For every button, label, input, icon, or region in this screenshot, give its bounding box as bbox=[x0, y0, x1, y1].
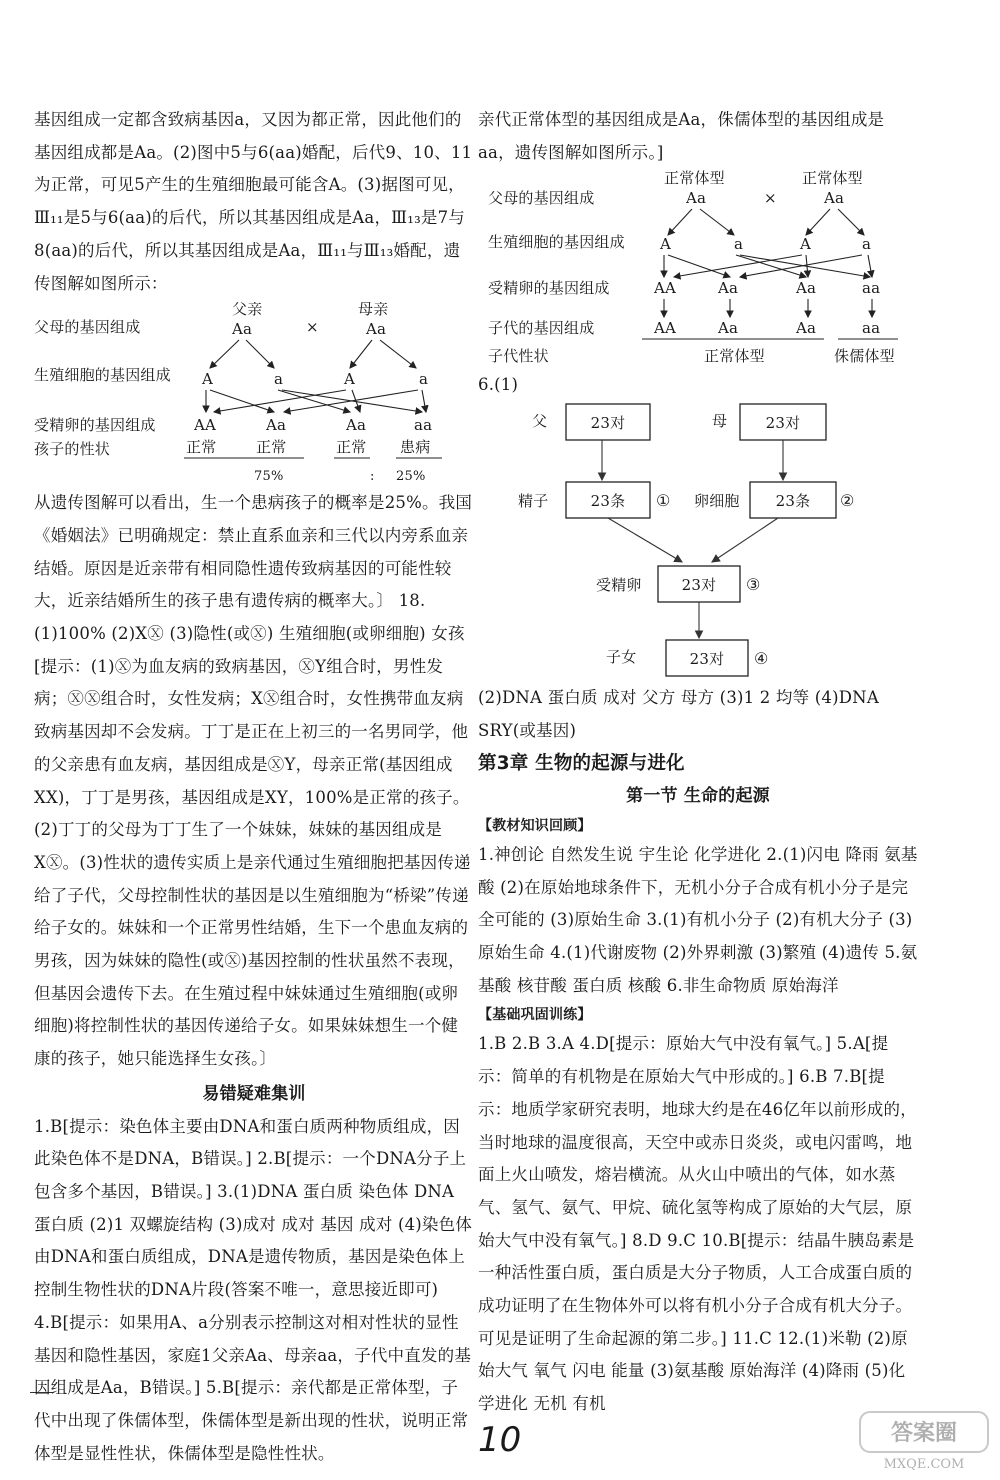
father-box-text: 23对 bbox=[590, 414, 626, 433]
type-label-1: 正常体型 bbox=[664, 169, 725, 188]
father-genotype: Aa bbox=[232, 320, 253, 339]
row-zygotes-label: 受精卵的基因组成 bbox=[488, 279, 610, 298]
gamete-3: A bbox=[344, 370, 356, 389]
child-box-text: 23对 bbox=[689, 650, 725, 669]
right-paragraph-4: 1.B 2.B 3.A 4.D[提示：原始大气中没有氧气。] 5.A[提示：简单的有机物是在原始大气中形成的。] 6.B 7.B[提示：地质学家研究表明，地球大约是在46亿年以前形成的，当时地球的温度很高，天空中或赤日炎炎，或电闪雷鸣，地面上火山喷发，熔岩横流。从火山中喷出的气体，如水蒸气、氢气、氨气、甲烷、硫化氢等构成了原始的大气层，原始大气中没有氧气。] 8.D 9.C 10.B[提示：结晶牛胰岛素是一种活性蛋白质，蛋白质是大分子物质，人工合成蛋白质的成功证明了在生物体外可以将有机小分子合成有机大分子。可见是证明了生命起源的第二步。] 11.C 12.(1)米勒 (2)原始大气 氧气 闪电 能量 (3)氨基酸 原始海洋 (4)降雨 (5)化学进化 无机 有机 bbox=[478, 1034, 917, 1414]
phenotype-normal: 正常体型 bbox=[704, 347, 765, 366]
zygote-3: Aa bbox=[796, 279, 817, 298]
phenotype-dwarf: 侏儒体型 bbox=[834, 347, 895, 366]
genetic-diagram-2 bbox=[478, 169, 918, 369]
gamete-3: A bbox=[800, 235, 812, 254]
gamete-2: a bbox=[734, 235, 744, 254]
zygote-2: Aa bbox=[718, 279, 739, 298]
offspring-1: AA bbox=[654, 319, 677, 338]
zygote-4: aa bbox=[862, 279, 881, 298]
gamete-4: a bbox=[419, 370, 429, 389]
left-column bbox=[34, 104, 474, 1470]
row-offspring-label: 子代的基因组成 bbox=[488, 319, 595, 338]
arrow-egg-zygote bbox=[712, 518, 778, 562]
diagram-2-arrows bbox=[664, 209, 872, 317]
mother-box-text: 23对 bbox=[765, 414, 801, 433]
mother-label: 母 bbox=[712, 412, 728, 431]
cross-symbol: × bbox=[306, 318, 319, 337]
row-parents-label: 父母的基因组成 bbox=[488, 189, 595, 208]
offspring-3: Aa bbox=[796, 319, 817, 338]
gamete-1: A bbox=[202, 370, 214, 389]
marker-1: ① bbox=[656, 491, 671, 511]
question-6-label: 6.(1) bbox=[478, 375, 519, 395]
zygote-box-text: 23对 bbox=[681, 576, 717, 595]
chapter-title: 第3章 生物的起源与进化 bbox=[478, 752, 685, 774]
gamete-2: a bbox=[274, 370, 284, 389]
watermark-logo bbox=[856, 1408, 992, 1474]
section-title-mistakes: 易错疑难集训 bbox=[202, 1083, 306, 1104]
row-gametes-label: 生殖细胞的基因组成 bbox=[488, 233, 625, 252]
gamete-1: A bbox=[660, 235, 672, 254]
phenotype-1: 正常 bbox=[186, 438, 217, 457]
zygote-1: AA bbox=[654, 279, 677, 298]
zygote-2: Aa bbox=[266, 416, 287, 435]
marker-4: ④ bbox=[754, 649, 769, 669]
page-number: 10 bbox=[478, 1420, 522, 1460]
phenotype-2: 正常 bbox=[256, 438, 287, 457]
section-title-origin: 第一节 生命的起源 bbox=[626, 786, 770, 807]
tag-basic-training: 【基础巩固训练】 bbox=[478, 1007, 592, 1024]
phenotype-3: 正常 bbox=[336, 438, 367, 457]
marker-3: ③ bbox=[746, 575, 761, 595]
type-label-2: 正常体型 bbox=[802, 169, 863, 188]
sperm-label: 精子 bbox=[518, 492, 549, 511]
genetic-diagram-1 bbox=[34, 302, 474, 487]
left-paragraph-2: 从遗传图解可以看出，生一个患病孩子的概率是25%。我国《婚姻法》已明确规定：禁止直系血亲和三代以内旁系血亲结婚。原因是近亲带有相同隐性遗传致病基因的可能性较大，近亲结婚所生的孩子患有遗传病的概率大。〕 18.(1)100% (2)XⓍ (3)隐性(或Ⓧ) 生殖细胞(或卵细胞) 女孩[提示：(1)Ⓧ为血友病的致病基因，ⓍY组合时，男性发病；ⓍⓍ组合时，女性发病；XⓍ组合时，女性携带血友病致病基因却不会发病。丁丁是正在上初三的一名男同学，他的父亲患有血友病，基因组成是ⓍY，母亲正常(基因组成XX)，丁丁是男孩，基因组成是XY，100%是正常的孩子。(2)丁丁的父母为丁丁生了一个妹妹，妹妹的基因组成是XⓍ。(3)性状的遗传实质上是亲代通过生殖细胞把基因传递给了子代，父母控制性状的基因是以生殖细胞为“桥梁”传递给子女的。妹妹和一个正常男性结婚，生下一个患血友病的男孩，因为妹妹的隐性(或Ⓧ)基因控制的性状虽然不表现，但基因会遗传下去。在生殖过程中妹妹通过生殖细胞(或卵细胞)将控制性状的基因传递给子女。如果妹妹想生一个健康的孩子，她只能选择生女孩。〕 bbox=[34, 493, 473, 1069]
offspring-2: Aa bbox=[718, 319, 739, 338]
zygote-3: Aa bbox=[346, 416, 367, 435]
right-paragraph-2: (2)DNA 蛋白质 成对 父方 母方 (3)1 2 均等 (4)DNA SRY(或基因) bbox=[478, 688, 879, 740]
father-label: 父亲 bbox=[232, 302, 263, 319]
ratio-disease: 25% bbox=[396, 469, 426, 485]
egg-box-text: 23条 bbox=[775, 492, 811, 511]
arrow-sperm-zygote bbox=[608, 518, 682, 562]
ratio-normal: 75% bbox=[254, 469, 284, 485]
zygote-4: aa bbox=[414, 416, 433, 435]
svg-text:答案圈: 答案圈 bbox=[890, 1420, 958, 1446]
right-column bbox=[478, 104, 918, 1421]
mother-label: 母亲 bbox=[358, 302, 389, 319]
sperm-box-text: 23条 bbox=[590, 492, 626, 511]
tag-knowledge-review: 【教材知识回顾】 bbox=[478, 817, 592, 834]
father-genotype: Aa bbox=[686, 189, 707, 208]
row-offspring-phenotype-label: 子代性状 bbox=[488, 347, 549, 366]
egg-label: 卵细胞 bbox=[694, 492, 740, 511]
row-zygotes-label: 受精卵的基因组成 bbox=[34, 416, 156, 435]
left-paragraph-1: 基因组成一定都含致病基因a，又因为都正常，因此他们的基因组成都是Aa。(2)图中5与6(aa)婚配，后代9、10、11为正常，可见5产生的生殖细胞最可能含A。(3)据图可见，Ⅲ₁₁是5与6(aa)的后代，所以其基因组成是Aa，Ⅲ₁₃是7与8(aa)的后代，所以其基因组成是Aa，Ⅲ₁₁与Ⅲ₁₃婚配，遗传图解如图所示： bbox=[34, 110, 473, 293]
right-paragraph-1: 亲代正常体型的基因组成是Aa，侏儒体型的基因组成是aa，遗传图解如图所示。] bbox=[478, 110, 885, 162]
diagram-1-arrows bbox=[206, 340, 429, 412]
phenotype-4: 患病 bbox=[400, 438, 431, 457]
right-paragraph-3: 1.神创论 自然发生说 宇生论 化学进化 2.(1)闪电 降雨 氨基酸 (2)在原始地球条件下，无机小分子合成有机小分子是完全可能的 (3)原始生命 3.(1)有机小分子 (2)有机大分子 (3)原始生命 4.(1)代谢废物 (2)外界刺激 (3)繁殖 (4)遗传 5.氨基酸 核苷酸 蛋白质 核酸 6.非生命物质 原始海洋 bbox=[478, 844, 918, 995]
child-label: 子女 bbox=[606, 648, 637, 667]
gamete-4: a bbox=[862, 235, 872, 254]
cross-symbol: × bbox=[764, 189, 777, 208]
row-parents-label: 父母的基因组成 bbox=[34, 318, 141, 337]
father-label: 父 bbox=[532, 412, 548, 431]
offspring-4: aa bbox=[862, 319, 881, 338]
mother-genotype: Aa bbox=[824, 189, 845, 208]
zygote-label: 受精卵 bbox=[596, 576, 642, 595]
marker-2: ② bbox=[840, 491, 855, 511]
row-phenotype-label: 孩子的性状 bbox=[34, 440, 111, 459]
mother-genotype: Aa bbox=[366, 320, 387, 339]
ratio-separator: : bbox=[370, 469, 375, 485]
row-gametes-label: 生殖细胞的基因组成 bbox=[34, 366, 171, 385]
zygote-1: AA bbox=[194, 416, 217, 435]
chromosome-flow-diagram bbox=[478, 402, 918, 682]
left-paragraph-3: 1.B[提示：染色体主要由DNA和蛋白质两种物质组成，因此染色体不是DNA，B错误。] 2.B[提示：一个DNA分子上包含多个基因，B错误。] 3.(1)DNA 蛋白质 染色体 DNA 蛋白质 (2)1 双螺旋结构 (3)成对 成对 基因 成对 (4)染色体由DNA和蛋白质组成，DNA是遗传物质，基因是染色体上控制生物性状的DNA片段(答案不唯一，意思接近即可) 4.B[提示：如果用A、a分别表示控制这对相对性状的显性基因和隐性基因，家庭1父亲Aa、母亲aa，子代中直发的基因组成是Aa，B错误。] 5.B[提示：亲代都是正常体型，子代中出现了侏儒体型，侏儒体型是新出现的性状，说明正常体型是显性性状，侏儒体型是隐性性状。 bbox=[34, 1116, 473, 1463]
svg-text:MXQE.COM: MXQE.COM bbox=[883, 1457, 965, 1472]
